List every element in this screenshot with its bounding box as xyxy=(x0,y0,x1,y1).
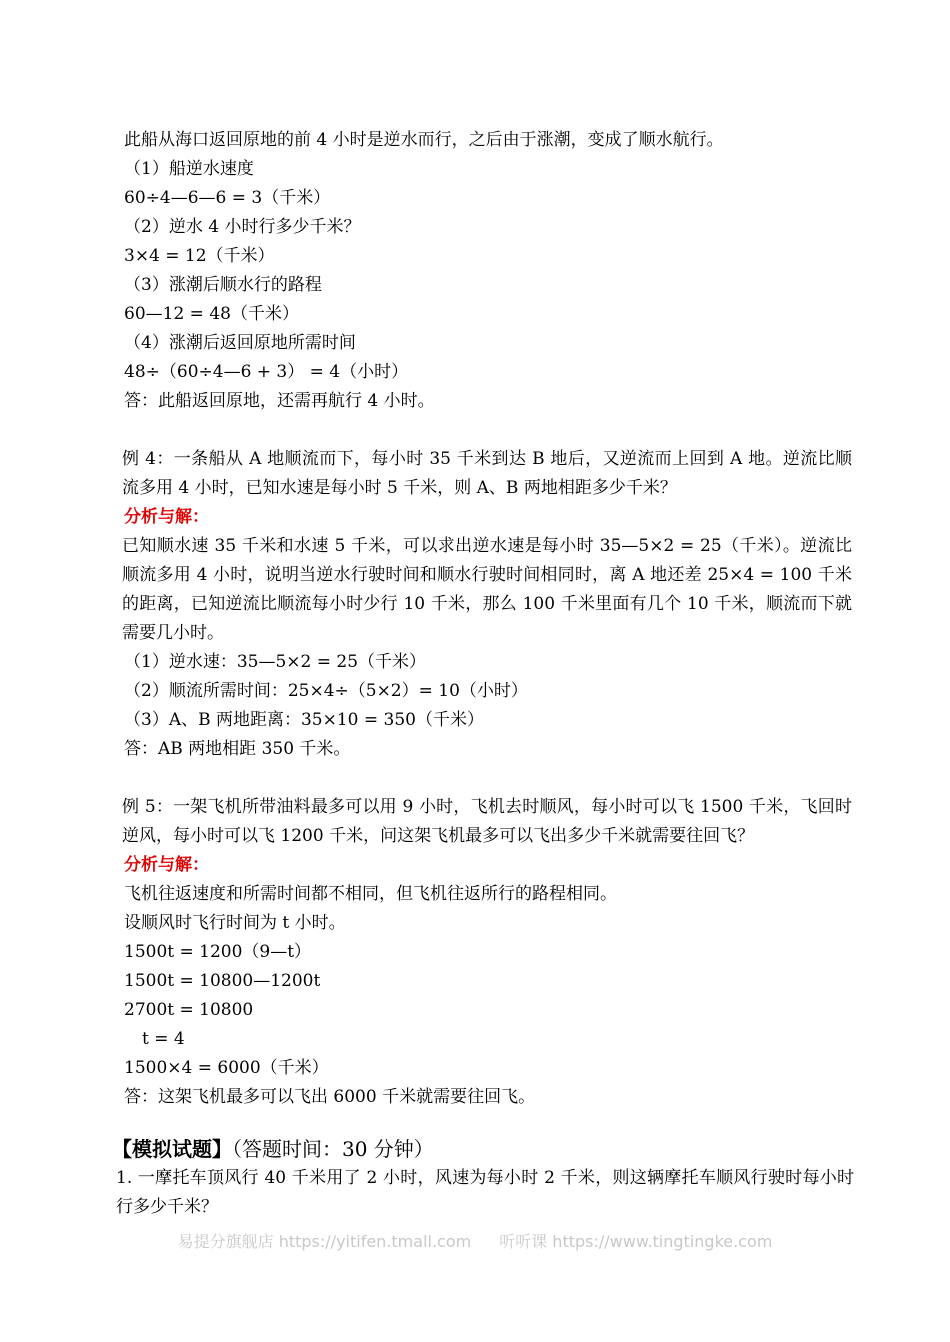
intro-step1-calc: 60÷4—6—6 = 3（千米） xyxy=(124,188,331,208)
spacer xyxy=(124,1112,854,1134)
example5-eq2: 1500t = 10800—1200t xyxy=(124,971,321,991)
example5-problem: 例 5：一架飞机所带油料最多可以用 9 小时，飞机去时顺风，每小时可以飞 1500 千米，飞回时逆风，每小时可以飞 1200 千米，问这架飞机最多可以飞出多少千米就需要往回飞？ xyxy=(122,797,852,846)
document-content xyxy=(112,126,854,1222)
example4-problem: 例 4：一条船从 A 地顺流而下，每小时 35 千米到达 B 地后，又逆流而上回到 A 地。逆流比顺流多用 4 小时，已知水速是每小时 5 千米，则 A、B 两地相距多少千米？ xyxy=(122,449,852,498)
example4-step1: （1）逆水速：35—5×2 = 25（千米） xyxy=(124,652,427,672)
mock-test-title: 【模拟试题】 xyxy=(112,1137,232,1161)
intro-step3-calc: 60—12 = 48（千米） xyxy=(124,304,299,324)
footer xyxy=(0,1229,950,1252)
intro-answer: 答：此船返回原地，还需再航行 4 小时。 xyxy=(124,391,435,411)
example5-line2: 设顺风时飞行时间为 t 小时。 xyxy=(124,913,346,933)
example5-eq5: 1500×4 = 6000（千米） xyxy=(124,1058,329,1078)
footer-left-link[interactable]: 易提分旗舰店 https://yitifen.tmall.com xyxy=(177,1232,472,1251)
intro-step4-calc: 48÷（60÷4—6 + 3） = 4（小时） xyxy=(124,362,409,382)
example4-analysis: 已知顺水速 35 千米和水速 5 千米，可以求出逆水速是每小时 35—5×2 = 25（千米）。逆流比顺流多用 4 小时，说明当逆水行驶时间和顺水行驶时间相同时，离 A 地还差 25×4 = 100 千米的距离，已知逆流比顺流每小时少行 10 千米，那么 100 千米里面有几个 10 千米，顺流而下就需要几小时。 xyxy=(122,536,852,643)
intro-line: 此船从海口返回原地的前 4 小时是逆水而行，之后由于涨潮，变成了顺水航行。 xyxy=(124,130,724,150)
example5-eq3: 2700t = 10800 xyxy=(124,1000,254,1020)
spacer xyxy=(124,416,854,445)
mock-test-time-note: （答题时间：30 分钟） xyxy=(232,1137,434,1161)
example5-eq1: 1500t = 1200（9—t） xyxy=(124,942,312,962)
intro-step2-calc: 3×4 = 12（千米） xyxy=(124,246,275,266)
example4-step2: （2）顺流所需时间：25×4÷（5×2）= 10（小时） xyxy=(124,681,528,701)
mock-test-question1: 1. 一摩托车顶风行 40 千米用了 2 小时，风速为每小时 2 千米，则这辆摩托车顺风行驶时每小时行多少千米？ xyxy=(116,1168,854,1217)
intro-step3-label: （3）涨潮后顺水行的路程 xyxy=(124,275,322,295)
example5-line1: 飞机往返速度和所需时间都不相同，但飞机往返所行的路程相同。 xyxy=(124,884,617,904)
intro-step1-label: （1）船逆水速度 xyxy=(124,159,254,179)
example5-eq4: t = 4 xyxy=(142,1029,185,1049)
mock-test-heading xyxy=(112,1134,854,1164)
footer-right-link[interactable]: 听听课 https://www.tingtingke.com xyxy=(499,1232,773,1251)
example4-analysis-label: 分析与解： xyxy=(124,507,209,527)
intro-step2-label: （2）逆水 4 小时行多少千米？ xyxy=(124,217,361,237)
spacer xyxy=(124,764,854,793)
example4-answer: 答：AB 两地相距 350 千米。 xyxy=(124,739,351,759)
example5-analysis-label: 分析与解： xyxy=(124,855,209,875)
example5-answer: 答：这架飞机最多可以飞出 6000 千米就需要往回飞。 xyxy=(124,1087,536,1107)
example4-step3: （3）A、B 两地距离：35×10 = 350（千米） xyxy=(124,710,484,730)
intro-step4-label: （4）涨潮后返回原地所需时间 xyxy=(124,333,356,353)
